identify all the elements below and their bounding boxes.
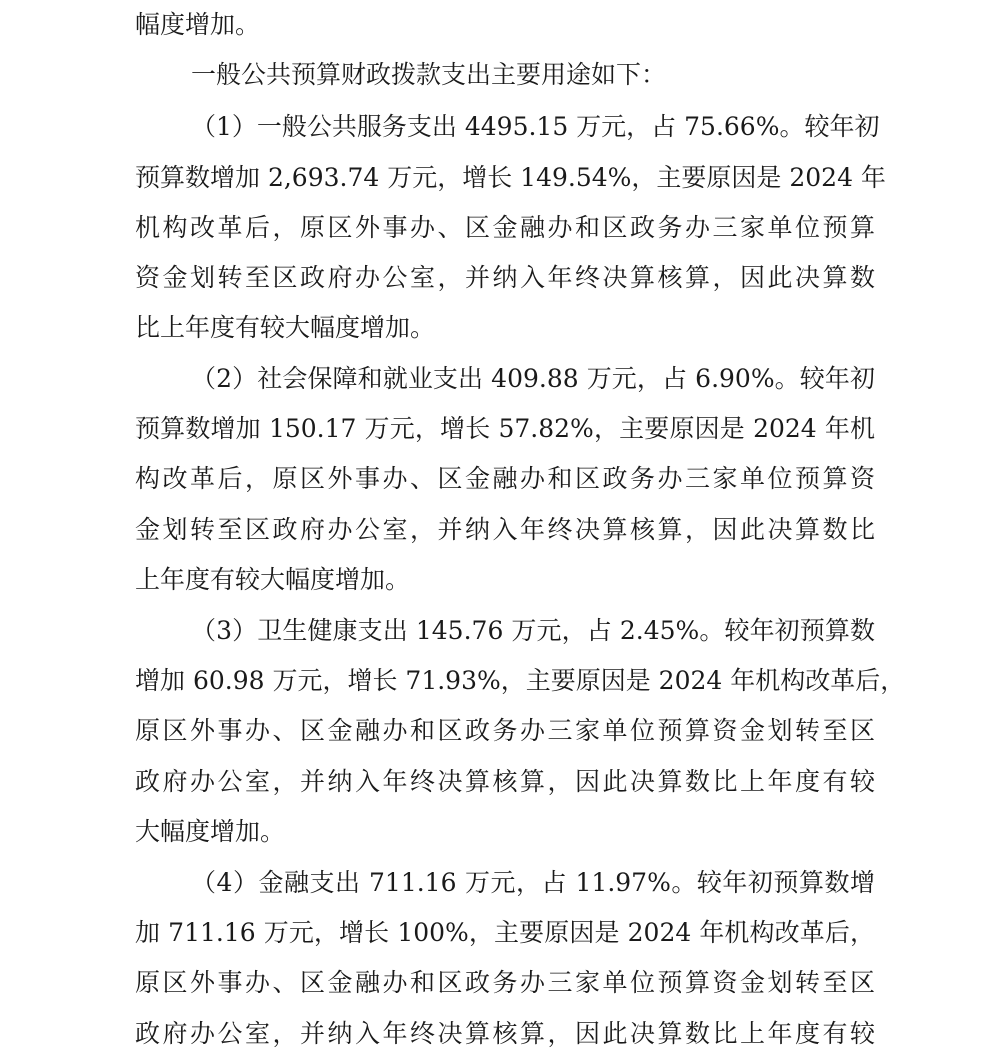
item-3-line: 政府办公室，并纳入年终决算核算，因此决算数比上年度有较	[135, 767, 875, 796]
item-2-line: 构改革后，原区外事办、区金融办和区政务办三家单位预算资	[135, 464, 875, 493]
item-2-line: 预算数增加 150.17 万元，增长 57.82%，主要原因是 2024 年机	[135, 414, 875, 443]
text-line: 幅度增加。	[135, 10, 261, 39]
section-intro: 一般公共预算财政拨款支出主要用途如下：	[191, 60, 667, 89]
item-3-line: 增加 60.98 万元，增长 71.93%，主要原因是 2024 年机构改革后，	[135, 666, 906, 695]
item-3-line: 原区外事办、区金融办和区政务办三家单位预算资金划转至区	[135, 716, 875, 745]
item-2-line: 上年度有较大幅度增加。	[135, 565, 411, 594]
item-3-line: （3）卫生健康支出 145.76 万元，占 2.45%。较年初预算数	[191, 616, 875, 645]
item-1-line: 机构改革后，原区外事办、区金融办和区政务办三家单位预算	[135, 213, 875, 242]
item-1-line: 比上年度有较大幅度增加。	[135, 313, 436, 342]
item-1-line: 预算数增加 2,693.74 万元，增长 149.54%，主要原因是 2024 年	[135, 163, 886, 192]
item-2-line: （2）社会保障和就业支出 409.88 万元，占 6.90%。较年初	[191, 364, 875, 393]
item-2-line: 金划转至区政府办公室，并纳入年终决算核算，因此决算数比	[135, 515, 875, 544]
item-4-line: 政府办公室，并纳入年终决算核算，因此决算数比上年度有较	[135, 1019, 875, 1048]
item-3-line: 大幅度增加。	[135, 817, 286, 846]
item-4-line: 原区外事办、区金融办和区政务办三家单位预算资金划转至区	[135, 968, 875, 997]
item-1-line: （1）一般公共服务支出 4495.15 万元，占 75.66%。较年初	[191, 112, 880, 141]
item-1-line: 资金划转至区政府办公室，并纳入年终决算核算，因此决算数	[135, 263, 875, 292]
item-4-line: 加 711.16 万元，增长 100%，主要原因是 2024 年机构改革后，	[135, 918, 875, 947]
item-4-line: （4）金融支出 711.16 万元，占 11.97%。较年初预算数增	[191, 868, 875, 897]
